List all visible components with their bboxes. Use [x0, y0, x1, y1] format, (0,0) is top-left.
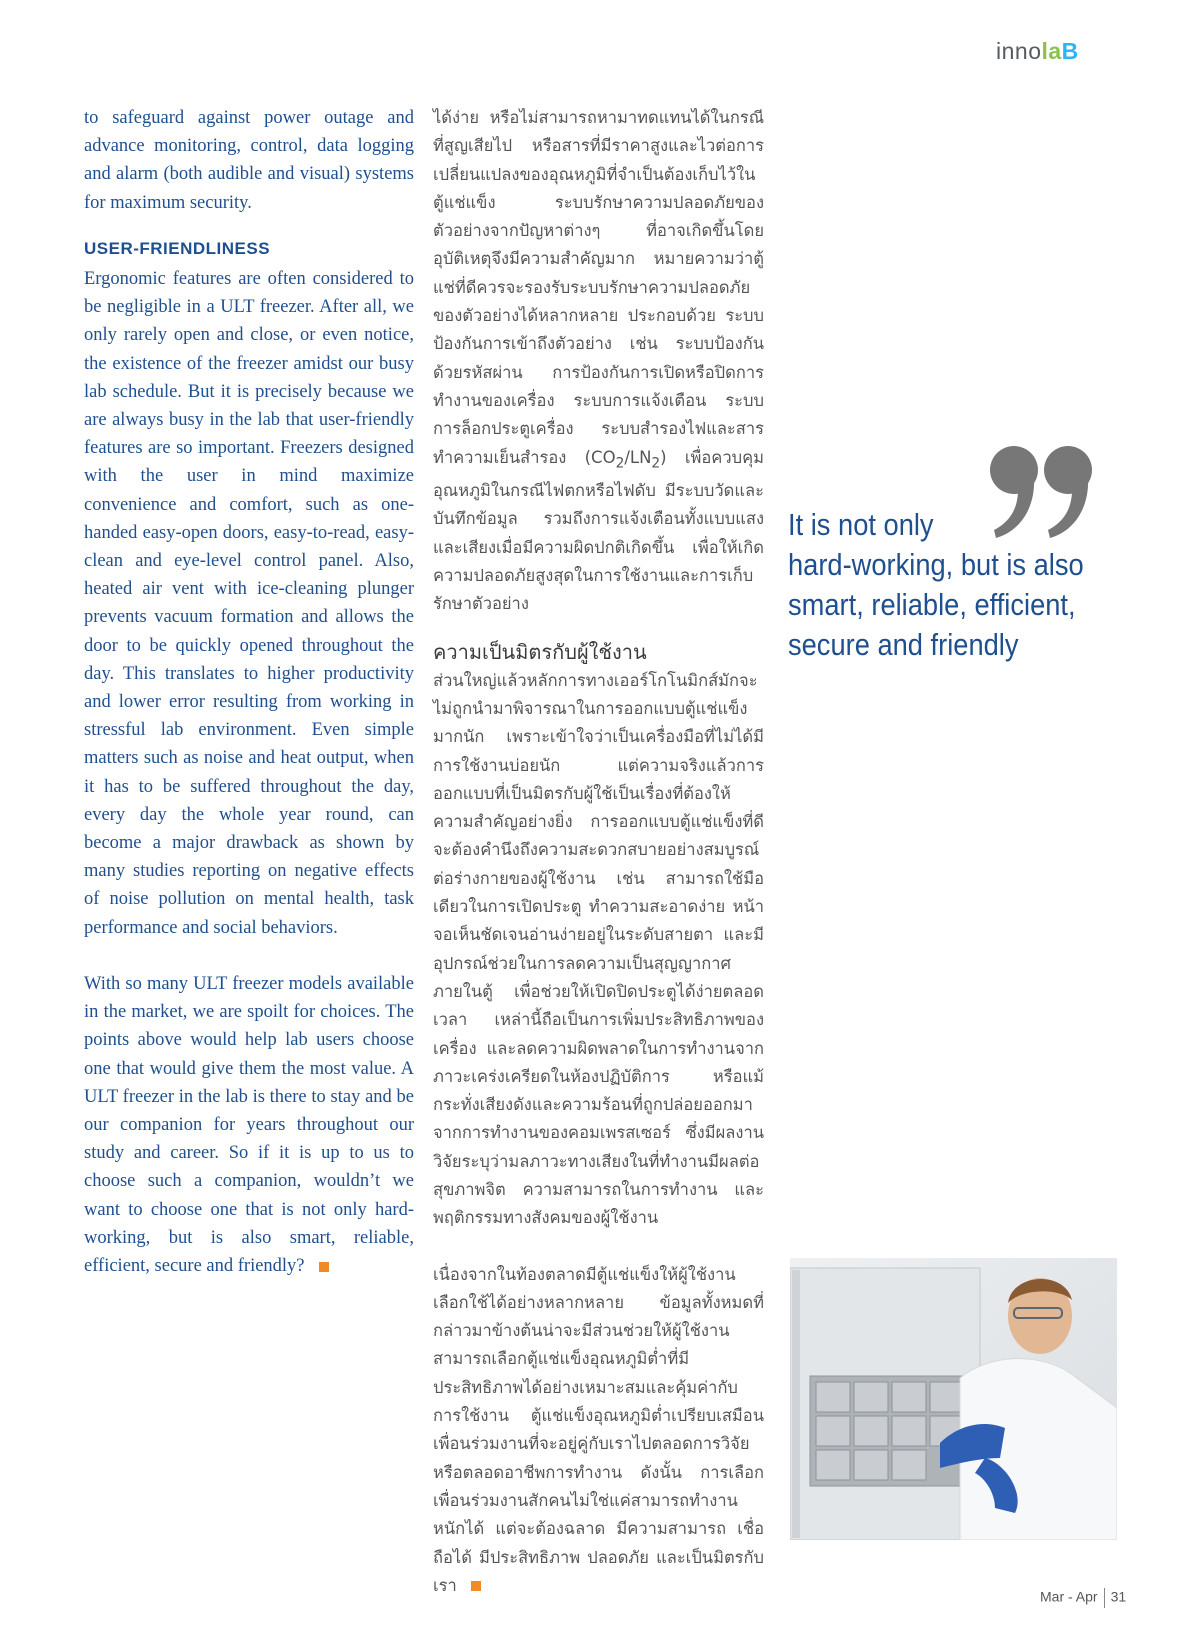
thai-column	[433, 104, 764, 1600]
footer-divider	[1104, 1588, 1105, 1608]
english-paragraph-3-text: With so many ULT freezer models available in the market, we are spoilt for choices. The points above would help lab users choose one that would give them the most value. A ULT freezer in the lab is there to stay and be our companion for years throughout our study and career. So if it is up to us to choose such a companion, wouldn’t we want to choose one that is not only hard-working, but is also smart, reliable, efficient, secure and friendly?	[84, 973, 414, 1276]
english-paragraph-1: to safeguard against power outage and advance monitoring, control, data logging and alarm (both audible and visual) systems for maximum security.	[84, 108, 414, 213]
pull-quote-line-3: smart, reliable, efficient,	[788, 587, 1076, 622]
thai-paragraph-1-part-c: ) เพื่อควบคุมอุณหภูมิในกรณีไฟตกหรือไฟดับ มีระบบวัดและบันทึกข้อมูล รวมถึงการแจ้งเตือนทั้งแบบแสงและเสียงเมื่อมีความผิดปกติเกิดขึ้น เพื่อให้เกิดความปลอดภัยสูงสุดในการใช้งานและการเก็บรักษาตัวอย่าง	[433, 447, 764, 614]
page-footer	[1040, 1588, 1126, 1608]
thai-paragraph-3	[433, 1261, 764, 1601]
end-mark-icon	[319, 1262, 329, 1272]
pull-quote	[788, 505, 1136, 665]
scientist-freezer-photo	[790, 1258, 1117, 1540]
subscript-2-a: 2	[615, 454, 625, 471]
english-paragraph-3	[84, 970, 414, 1280]
english-column	[84, 104, 414, 1280]
section-heading-user-friendliness: USER-FRIENDLINESS	[84, 238, 271, 258]
pull-quote-line-1: It is not only	[788, 507, 934, 542]
logo-part-la: la	[1041, 38, 1062, 64]
logo-part-b: B	[1061, 38, 1079, 64]
innolab-logo	[996, 38, 1079, 65]
logo-part-inno: inno	[996, 38, 1042, 64]
thai-paragraph-2: ส่วนใหญ่แล้วหลักการทางเออร์โกโนมิกส์มักจะไม่ถูกนำมาพิจารณาในการออกแบบตู้แช่แข็งมากนัก เพราะเข้าใจว่าเป็นเครื่องมือที่ไม่ได้มีการใช้งานบ่อยนัก แต่ความจริงแล้วการออกแบบที่เป็นมิตรกับผู้ใช้เป็นเรื่องที่ต้องให้ความสำคัญอย่างยิ่ง การออกแบบตู้แช่แข็งที่ดีจะต้องคำนึงถึงความสะดวกสบายอย่างสมบูรณ์ต่อร่างกายของผู้ใช้งาน เช่น สามารถใช้มือเดียวในการเปิดประตู ทำความสะอาดง่าย หน้าจอเห็นชัดเจนอ่านง่ายอยู่ในระดับสายตา และมีอุปกรณ์ช่วยในการลดความเป็นสุญญากาศภายในตู้ เพื่อช่วยให้เปิดปิดประตูได้ง่ายตลอดเวลา เหล่านี้ถือเป็นการเพิ่มประสิทธิภาพของเครื่อง และลดความผิดพลาดในการทำงานจากภาวะเคร่งเครียดในห้องปฏิบัติการ หรือแม้กระทั่งเสียงดังและความร้อนที่ถูกปล่อยออกมาจากการทำงานของคอมเพรสเซอร์ ซึ่งมีผลงานวิจัยระบุว่ามลภาวะทางเสียงในที่ทำงานมีผลต่อสุขภาพจิต ความสามารถในการทำงาน และพฤติกรรมทางสังคมของผู้ใช้งาน	[433, 670, 764, 1228]
subscript-2-b: 2	[651, 454, 661, 471]
pull-quote-line-4: secure and friendly	[788, 627, 1019, 662]
thai-paragraph-1-part-b: /LN	[624, 447, 652, 467]
issue-label: Mar - Apr	[1040, 1588, 1098, 1605]
thai-paragraph-1-part-a: ได้ง่าย หรือไม่สามารถหามาทดแทนได้ในกรณีที่สูญเสียไป หรือสารที่มีราคาสูงและไวต่อการเปลี่ยนแปลงของอุณหภูมิที่จำเป็นต้องเก็บไว้ในตู้แช่แข็ง ระบบรักษาความปลอดภัยของตัวอย่างจากปัญหาต่างๆ ที่อาจเกิดขึ้นโดยอุบัติเหตุจึงมีความสำคัญมาก หมายความว่าตู้แช่ที่ดีควรจะรองรับระบบรักษาความปลอดภัยของตัวอย่างได้หลากหลาย ประกอบด้วย ระบบป้องกันการเข้าถึงตัวอย่าง เช่น ระบบป้องกันด้วยรหัสผ่าน การป้องกันการเปิดหรือปิดการทำงานของเครื่อง ระบบการแจ้งเตือน ระบบการล็อกประตูเครื่อง ระบบสำรองไฟและสารทำความเย็นสำรอง (CO	[433, 108, 764, 467]
page-number: 31	[1110, 1588, 1127, 1605]
end-mark-icon	[471, 1581, 481, 1591]
thai-section-heading: ความเป็นมิตรกับผู้ใช้งาน	[433, 639, 647, 664]
thai-paragraph-1	[433, 104, 764, 619]
thai-paragraph-3-text: เนื่องจากในท้องตลาดมีตู้แช่แข็งให้ผู้ใช้งานเลือกใช้ได้อย่างหลากหลาย ข้อมูลทั้งหมดที่กล่าวมาข้างต้นน่าจะมีส่วนช่วยให้ผู้ใช้งานสามารถเลือกตู้แช่แข็งอุณหภูมิต่ำที่มีประสิทธิภาพได้อย่างเหมาะสมและคุ้มค่ากับการใช้งาน ตู้แช่แข็งอุณหภูมิต่ำเปรียบเสมือนเพื่อนร่วมงานที่จะอยู่คู่กับเราไปตลอดการวิจัยหรือตลอดอาชีพการทำงาน ดังนั้น การเลือกเพื่อนร่วมงานสักคนไม่ใช่แค่สามารถทำงานหนักได้ แต่จะต้องฉลาด มีความสามารถ เชื่อถือได้ มีประสิทธิภาพ ปลอดภัย และเป็นมิตรกับเรา	[433, 1264, 764, 1595]
english-paragraph-2: Ergonomic features are often considered to be negligible in a ULT freezer. After all, we only rarely open and close, or even notice, the existence of the freezer amidst our busy lab schedule. But it is precisely because we are always busy in the lab that user-friendly features are so important. Freezers designed with the user in mind maximize convenience and comfort, such as one-handed easy-open doors, easy-to-read, easy-clean and eye-level control panel. Also, heated air vent with ice-cleaning plunger prevents vacuum formation and allows the door to be quickly opened throughout the day. This translates to higher productivity and lower error resulting from working in stressful lab environment. Even simple matters such as noise and heat output, when it has to be suffered throughout the day, every day the whole year round, can become a major drawback as shown by many studies reporting on negative effects of noise pollution on mental health, task performance and social behaviors.	[84, 269, 414, 938]
pull-quote-line-2: hard-working, but is also	[788, 547, 1084, 582]
